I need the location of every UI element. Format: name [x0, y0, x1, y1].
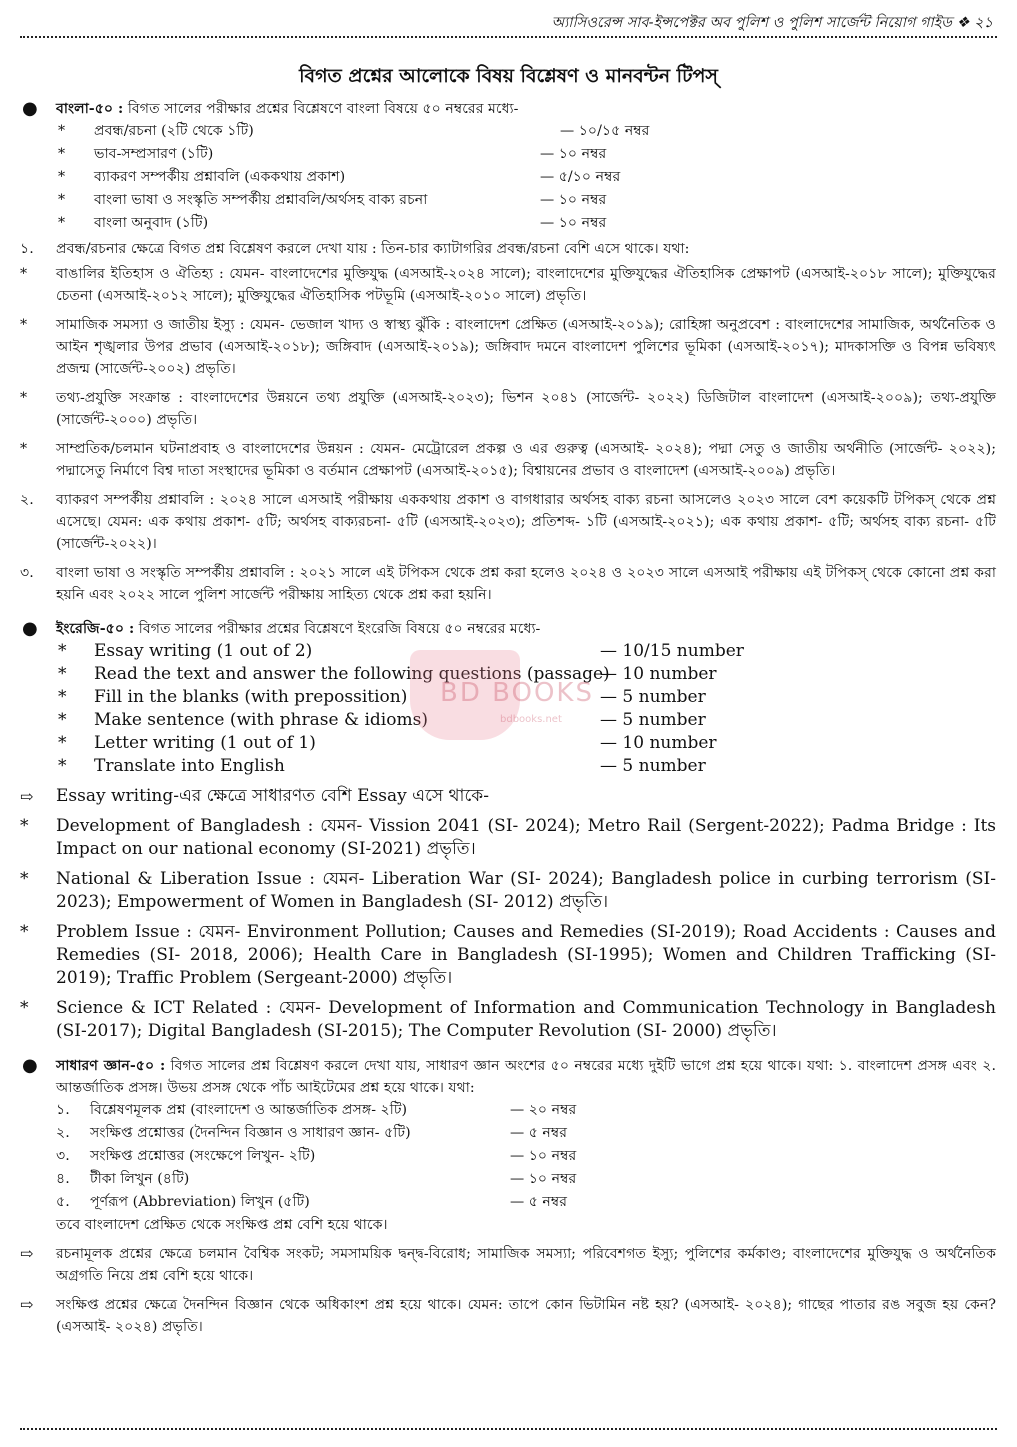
item-score: — 5 number — [600, 687, 706, 707]
item-marker: * — [58, 710, 67, 730]
item-label: সংক্ষিপ্ত প্রশ্নোত্তর (সংক্ষেপে লিখুন- ২টি) — [90, 1148, 316, 1164]
section-intro: বিগত সালের পরীক্ষার প্রশ্নের বিশ্লেষণে বাংলা বিষয়ে ৫০ নম্বরের মধ্যে- — [127, 101, 519, 117]
section-bullet: ● — [22, 1055, 38, 1076]
item-marker: * — [58, 146, 66, 162]
item-number: ১. — [56, 1102, 70, 1118]
item-score: — 10 number — [600, 733, 717, 753]
para-marker: * — [20, 266, 28, 282]
para-text: সংক্ষিপ্ত প্রশ্নের ক্ষেত্রে দৈনন্দিন বিজ্ঞান থেকে অধিকাংশ প্রশ্ন হয়ে থাকে। যেমন: তাপে কোন ভিটামিন নষ্ট হয়? (এসআই- ২০২৪); গাছের পাতার রঙ সবুজ হয় কেন? (এসআই- ২০২৪) প্রভৃতি। — [56, 1297, 996, 1335]
para-marker: ১. — [20, 241, 34, 257]
watermark-brand: BD BOOKS — [440, 678, 594, 708]
english-item-list — [20, 640, 996, 778]
item-score: — ১০ নম্বর — [510, 1148, 577, 1164]
list-item — [20, 663, 996, 686]
note-text: তবে বাংলাদেশ প্রেক্ষিত থেকে সংক্ষিপ্ত প্রশ্ন বেশি হয়ে থাকে। — [56, 1217, 388, 1233]
item-score: — ১০ নম্বর — [540, 215, 607, 231]
arrow-icon: ⇨ — [20, 787, 34, 806]
list-item — [20, 1122, 996, 1145]
list-item — [20, 686, 996, 709]
item-marker: * — [58, 733, 67, 753]
item-number: ৩. — [56, 1148, 70, 1164]
item-marker: * — [58, 756, 67, 776]
list-item — [20, 189, 996, 212]
item-marker: * — [58, 192, 66, 208]
section-intro: বিগত সালের পরীক্ষার প্রশ্নের বিশ্লেষণে ইংরেজি বিষয়ে ৫০ নম্বরের মধ্যে- — [138, 621, 541, 637]
item-score: — ৫/১০ নম্বর — [540, 169, 621, 185]
section-bangla — [20, 98, 996, 120]
para-text: রচনামূলক প্রশ্নের ক্ষেত্রে চলমান বৈশ্বিক সংকট; সমসাময়িক দ্বন্দ্ব-বিরোধ; সামাজিক সমস্যা; পরিবেশগত ইস্যু; পুলিশের কর্মকাণ্ড; বাংলাদেশের মুক্তিযুদ্ধ ও অর্থনৈতিক অগ্রগতি নিয়ে প্রশ্ন বেশি হয়ে থাকে। — [56, 1246, 996, 1284]
para-marker: * — [20, 922, 29, 942]
para-text: সামাজিক সমস্যা ও জাতীয় ইস্যু : যেমন- ভেজাল খাদ্য ও স্বাস্থ্য ঝুঁকি : বাংলাদেশ প্রেক্ষিত (এসআই-২০১৯); রোহিঙ্গা অনুপ্রবেশ : বাংলাদেশের সামাজিক, অর্থনৈতিক ও আইন শৃঙ্খলার উপর প্রভাব (এসআই-২০১৮); জঙ্গিবাদ (এসআই-২০১৯); জঙ্গিবাদ দমনে বাংলাদেশ পুলিশের ভূমিকা (এসআই-২০১৭); মাদকাসক্তি ও বিপন্ন ভবিষ্যৎ প্রজন্ম (সার্জেন্ট-২০০২) প্রভৃতি। — [56, 317, 996, 377]
section-heading: বাংলা-৫০ : — [56, 101, 124, 117]
section-english — [20, 618, 996, 640]
item-label: Letter writing (1 out of 1) — [94, 733, 316, 753]
item-number: ৫. — [56, 1194, 70, 1210]
item-label: বাংলা অনুবাদ (১টি) — [94, 215, 209, 231]
gk-note — [20, 1214, 996, 1236]
para-marker: * — [20, 441, 28, 457]
bottom-divider — [20, 1428, 997, 1430]
para-text: বাংলা ভাষা ও সংস্কৃতি সম্পর্কীয় প্রশ্নাবলি : ২০২১ সালে এই টপিকস থেকে প্রশ্ন করা হলেও ২০২৪ ও ২০২৩ সালে এসআই পরীক্ষায় এই টপিকস্ থেকে কোনো প্রশ্ন করা হয়নি এবং ২০২২ সালে পুলিশ সার্জেন্ট পরীক্ষায় সাহিত্য থেকে প্রশ্ন করা হয়নি। — [56, 565, 996, 603]
list-item — [20, 1191, 996, 1214]
top-divider — [20, 36, 997, 38]
para-text: তথ্য-প্রযুক্তি সংক্রান্ত : বাংলাদেশের উন্নয়নে তথ্য প্রযুক্তি (এসআই-২০২৩); ভিশন ২০৪১ (সার্জেন্ট- ২০২২) ডিজিটাল বাংলাদেশ (এসআই-২০০৯); তথ্য-প্রযুক্তি (সার্জেন্ট-২০০০) প্রভৃতি। — [56, 390, 996, 428]
para-marker: * — [20, 390, 28, 406]
item-score: — ১০ নম্বর — [540, 146, 607, 162]
item-label: Make sentence (with phrase & idioms) — [94, 710, 428, 730]
para-text: বাঙালির ইতিহাস ও ঐতিহ্য : যেমন- বাংলাদেশের মুক্তিযুদ্ধ (এসআই-২০২৪ সালে); বাংলাদেশের মুক্তিযুদ্ধের ঐতিহাসিক প্রেক্ষাপট (এসআই-২০১৮ সালে); মুক্তিযুদ্ধের চেতনা (এসআই-২০১২ সালে); মুক্তিযুদ্ধের ঐতিহাসিক পটভূমি (এসআই-২০১০ সালে) প্রভৃতি। — [56, 266, 996, 304]
paragraph — [20, 815, 996, 861]
section-bullet: ● — [22, 98, 38, 119]
para-text: Problem Issue : যেমন- Environment Pollution; Causes and Remedies (SI-2019); Road Accidents : Causes and Remedies (SI- 2018, 2006); Health Care in Bangladesh (SI-1995); Women and Children Trafficking (SI-2019); Traffic Problem (Sergeant-2000) প্রভৃতি। — [56, 922, 996, 988]
item-score: — ২০ নম্বর — [510, 1102, 577, 1118]
para-marker: ৩. — [20, 565, 34, 581]
item-label: ব্যাকরণ সম্পর্কীয় প্রশ্নাবলি (এককথায় প্রকাশ) — [94, 169, 346, 185]
para-marker: * — [20, 869, 29, 889]
item-label: বাংলা ভাষা ও সংস্কৃতি সম্পর্কীয় প্রশ্নাবলি/অর্থসহ বাক্য রচনা — [94, 192, 428, 208]
list-item — [20, 143, 996, 166]
paragraph — [20, 438, 996, 482]
paragraph — [20, 868, 996, 914]
para-text: সাম্প্রতিক/চলমান ঘটনাপ্রবাহ ও বাংলাদেশের উন্নয়ন : যেমন- মেট্রোরেল প্রকল্প ও এর গুরুত্ব (এসআই- ২০২৪); পদ্মা সেতু ও জাতীয় অর্থনীতি (সার্জেন্ট- ২০২২); পদ্মাসেতু নির্মাণে বিশ্ব দাতা সংস্থাদের ভূমিকা ও বর্তমান প্রেক্ষাপট (এসআই-২০১৫); বিশ্বায়নের প্রভাব ও বাংলাদেশ (এসআই-২০০৯) প্রভৃতি। — [56, 441, 996, 479]
item-marker: * — [58, 169, 66, 185]
paragraph — [20, 562, 996, 606]
section-bullet: ● — [22, 618, 38, 639]
paragraph — [20, 263, 996, 307]
item-score: — ৫ নম্বর — [510, 1125, 568, 1141]
para-text: প্রবন্ধ/রচনার ক্ষেত্রে বিগত প্রশ্ন বিশ্লেষণ করলে দেখা যায় : তিন-চার ক্যাটাগরির প্রবন্ধ/রচনা বেশি এসে থাকে। যথা: — [56, 241, 690, 257]
item-marker: * — [58, 215, 66, 231]
item-label: Essay writing (1 out of 2) — [94, 641, 313, 661]
item-marker: * — [58, 641, 67, 661]
para-text: ব্যাকরণ সম্পর্কীয় প্রশ্নাবলি : ২০২৪ সালে এসআই পরীক্ষায় এককথায় প্রকাশ ও বাগধারার অর্থসহ বাক্য রচনা আসলেও ২০২৩ সালে বেশ কয়েকটি টপিকস্ থেকে প্রশ্ন এসেছে। যেমন: এক কথায় প্রকাশ- ৫টি; অর্থসহ বাক্যরচনা- ৫টি (এসআই-২০২৩); প্রতিশব্দ- ১টি (এসআই-২০২১); এক কথায় প্রকাশ- ৫টি; অর্থসহ বাক্য রচনা- ৫টি (সার্জেন্ট-২০২২)। — [56, 492, 996, 552]
paragraph — [20, 1243, 996, 1287]
para-text: Science & ICT Related : যেমন- Development of Information and Communication Technology in Bangladesh (SI-2017); Digital Bangladesh (SI-2015); The Computer Revolution (SI- 2000) প্রভৃতি। — [56, 998, 996, 1041]
list-item — [20, 212, 996, 235]
page-title: বিগত প্রশ্নের আলোকে বিষয় বিশ্লেষণ ও মানবন্টন টিপস্ — [299, 65, 718, 87]
item-label: ভাব-সম্প্রসারণ (১টি) — [94, 146, 214, 162]
list-item — [20, 755, 996, 778]
arrow-icon: ⇨ — [20, 1244, 34, 1263]
list-item — [20, 709, 996, 732]
item-score: — ১০/১৫ নম্বর — [560, 123, 650, 139]
content — [20, 94, 996, 1338]
item-marker: * — [58, 687, 67, 707]
item-number: ৪. — [56, 1171, 70, 1187]
item-score: — ১০ নম্বর — [540, 192, 607, 208]
section-general-knowledge — [20, 1055, 996, 1099]
paragraph — [20, 238, 996, 260]
list-item — [20, 1145, 996, 1168]
list-item — [20, 732, 996, 755]
item-score: — 5 number — [600, 756, 706, 776]
item-label: টীকা লিখুন (৪টি) — [90, 1171, 190, 1187]
item-label: Translate into English — [94, 756, 285, 776]
paragraph — [20, 489, 996, 555]
para-text: Development of Bangladesh : যেমন- Vission 2041 (SI- 2024); Metro Rail (Sergent-2022); Padma Bridge : Its Impact on our national economy (SI-2021) প্রভৃতি। — [56, 816, 996, 859]
item-score: — ১০ নম্বর — [510, 1171, 577, 1187]
item-label: বিশ্লেষণমূলক প্রশ্ন (বাংলাদেশ ও আন্তর্জাতিক প্রসঙ্গ- ২টি) — [90, 1102, 408, 1118]
item-number: ২. — [56, 1125, 70, 1141]
paragraph — [20, 1294, 996, 1338]
list-item — [20, 166, 996, 189]
para-marker: ২. — [20, 492, 34, 508]
section-heading: সাধারণ জ্ঞান-৫০ : — [56, 1058, 166, 1074]
paragraph — [20, 314, 996, 380]
para-text: Essay writing-এর ক্ষেত্রে সাধারণত বেশি Essay এসে থাকে- — [56, 786, 489, 806]
para-marker: * — [20, 998, 29, 1018]
item-label: প্রবন্ধ/রচনা (২টি থেকে ১টি) — [94, 123, 254, 139]
paragraph — [20, 921, 996, 990]
item-score: — 10 number — [600, 664, 717, 684]
running-header: অ্যাসিওরেন্স সাব-ইন্সপেক্টর অব পুলিশ ও পুলিশ সার্জেন্ট নিয়োগ গাইড ❖ ২১ — [551, 15, 993, 31]
list-item — [20, 1168, 996, 1191]
item-label: সংক্ষিপ্ত প্রশ্নোত্তর (দৈনন্দিন বিজ্ঞান ও সাধারণ জ্ঞান- ৫টি) — [90, 1125, 411, 1141]
paragraph — [20, 997, 996, 1043]
item-label: Read the text and answer the following questions (passage) — [94, 664, 610, 684]
paragraph — [20, 387, 996, 431]
watermark-url: bdbooks.net — [500, 714, 562, 725]
item-score: — 10/15 number — [600, 641, 744, 661]
list-item — [20, 640, 996, 663]
para-text: National & Liberation Issue : যেমন- Liberation War (SI- 2024); Bangladesh police in curbing terrorism (SI-2023); Empowerment of Women in Bangladesh (SI- 2012) প্রভৃতি। — [56, 869, 996, 912]
item-label: Fill in the blanks (with prepossition) — [94, 687, 408, 707]
item-score: — 5 number — [600, 710, 706, 730]
item-label: পূর্ণরূপ (Abbreviation) লিখুন (৫টি) — [90, 1194, 310, 1210]
section-heading: ইংরেজি-৫০ : — [56, 621, 135, 637]
item-marker: * — [58, 664, 67, 684]
item-score: — ৫ নম্বর — [510, 1194, 568, 1210]
para-marker: * — [20, 816, 29, 836]
list-item — [20, 120, 996, 143]
paragraph — [20, 785, 996, 808]
item-marker: * — [58, 123, 66, 139]
list-item — [20, 1099, 996, 1122]
para-marker: * — [20, 317, 28, 333]
arrow-icon: ⇨ — [20, 1295, 34, 1314]
section-intro: বিগত সালের প্রশ্ন বিশ্লেষণ করলে দেখা যায়, সাধারণ জ্ঞান অংশের ৫০ নম্বরের মধ্যে দুইটি ভাগে প্রশ্ন হয়ে থাকে। যথা: ১. বাংলাদেশ প্রসঙ্গ এবং ২. আন্তর্জাতিক প্রসঙ্গ। উভয় প্রসঙ্গ থেকে পাঁচ আইটেমের প্রশ্ন হয়ে থাকে। যথা: — [56, 1058, 996, 1096]
